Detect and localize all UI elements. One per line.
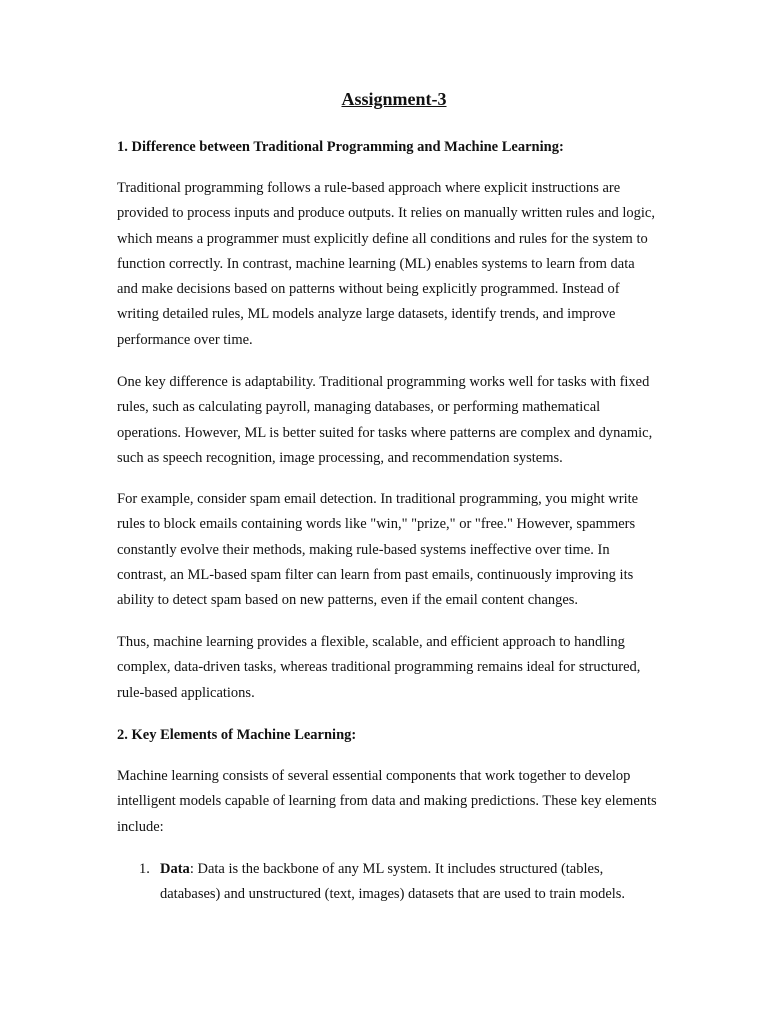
list-item bbox=[117, 857, 657, 908]
list-item-term: Data bbox=[160, 861, 190, 877]
section-1-paragraph-1: Traditional programming follows a rule-based approach where explicit instructions are provided to process inputs and produce outputs. It relies on manually written rules and logic, which means a programmer must explicitly define all conditions and rules for the system to function correctly. In contrast, machine learning (ML) enables systems to learn from data and make decisions based on patterns without being explicitly programmed. Instead of writing detailed rules, ML models analyze large datasets, identify trends, and improve performance over time. bbox=[117, 180, 655, 348]
section-2-paragraph-1: Machine learning consists of several essential components that work together to develop intelligent models capable of learning from data and making predictions. These key elements include: bbox=[117, 768, 657, 835]
section-1-paragraph-4: Thus, machine learning provides a flexible, scalable, and efficient approach to handling complex, data-driven tasks, whereas traditional programming remains ideal for structured, rule-based applications. bbox=[117, 634, 641, 701]
section-1-paragraph-2: One key difference is adaptability. Traditional programming works well for tasks with fixed rules, such as calculating payroll, managing databases, or performing mathematical operations. However, ML is better suited for tasks where patterns are complex and dynamic, such as speech recognition, image processing, and recommendation systems. bbox=[117, 374, 653, 466]
list-item-text: : Data is the backbone of any ML system. It includes structured (tables, databases) and unstructured (text, images) datasets that are used to train models. bbox=[160, 861, 626, 903]
section-2-heading: 2. Key Elements of Machine Learning: bbox=[117, 727, 357, 743]
key-elements-list bbox=[117, 857, 657, 908]
section-1-heading: 1. Difference between Traditional Programming and Machine Learning: bbox=[117, 139, 564, 155]
document-title: Assignment-3 bbox=[341, 89, 447, 109]
section-1-paragraph-3: For example, consider spam email detection. In traditional programming, you might write rules to block emails containing words like "win," "prize," or "free." However, spammers constantly evolve their methods, making rule-based systems ineffective over time. In contrast, an ML-based spam filter can learn from past emails, continuously improving its ability to detect spam based on new patterns, even if the email content changes. bbox=[117, 491, 639, 609]
list-item-number: 1. bbox=[139, 861, 150, 877]
